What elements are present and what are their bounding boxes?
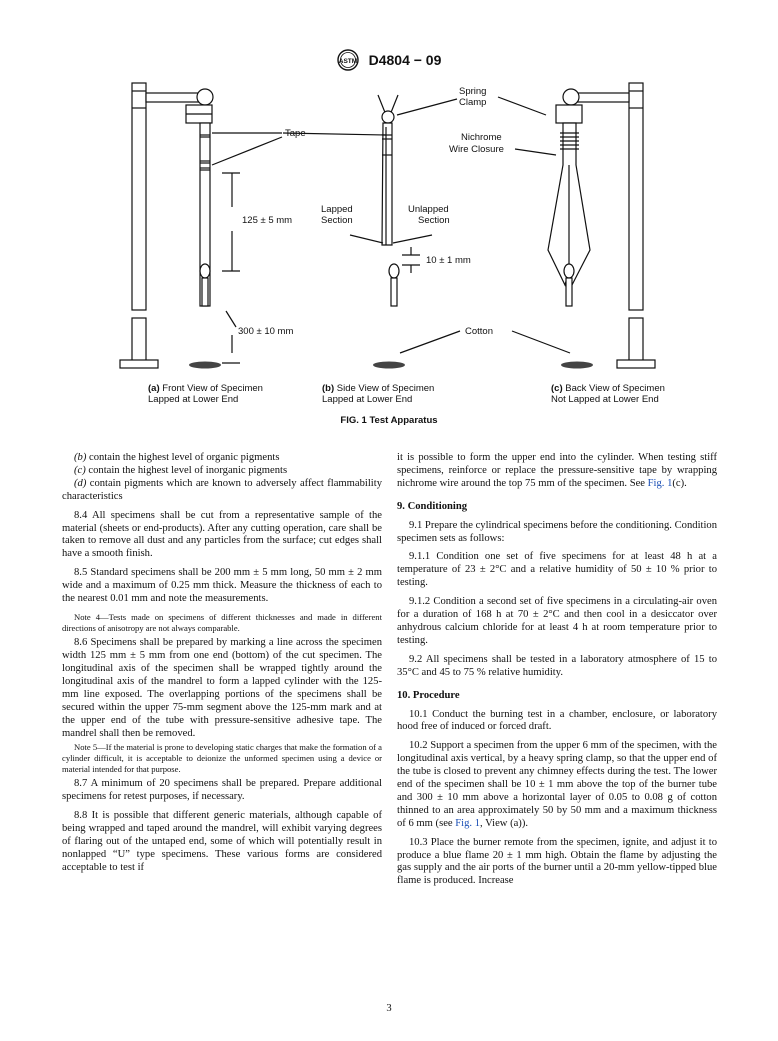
- svg-text:ASTM: ASTM: [338, 58, 357, 65]
- label-tape: Tape: [285, 128, 306, 139]
- para-9-1-2: 9.1.2 Condition a second set of five specimens in a circulating-air oven for a duration of 168 h at 70 ± 2°C and then cool in a desiccator over anhydrous calcium chloride for at least 4 h at room temperature prior to testing.: [397, 596, 717, 646]
- right-column: [397, 452, 717, 894]
- caption-b: (b) Side View of Specimen Lapped at Lower End: [322, 383, 435, 405]
- label-lapped: Lapped: [321, 204, 353, 215]
- note-5: Note 5—If the material is prone to developing static charges that make the formation of a cylinder difficult, it is acceptable to deionize the unformed specimen using a device or material intended for that purpose.: [62, 742, 382, 774]
- label-dim-125: 125 ± 5 mm: [242, 215, 293, 226]
- label-wire-closure: Wire Closure: [449, 144, 504, 155]
- para-8-7: 8.7 A minimum of 20 specimens shall be prepared. Prepare additional specimens for retest purposes, if necessary.: [62, 778, 382, 803]
- astm-logo-icon: [337, 49, 359, 71]
- note-4: Note 4—Tests made on specimens of different thicknesses and made in different directions of anisotropy are not always comparable.: [62, 611, 382, 633]
- label-dim-300: 300 ± 10 mm: [238, 326, 294, 337]
- para-9-1-1: 9.1.1 Condition one set of five specimens for at least 48 h at a temperature of 23 ± 2°C and a relative humidity of 50 ± 10 % prior to testing.: [397, 551, 717, 589]
- test-apparatus-figure: [0, 75, 778, 375]
- label-dim-10: 10 ± 1 mm: [426, 255, 471, 266]
- list-item-c: (c) contain the highest level of inorganic pigments: [74, 464, 288, 476]
- para-9-1: 9.1 Prepare the cylindrical specimens before the conditioning. Condition specimen sets as follows:: [397, 519, 717, 544]
- para-10-2: 10.2 Support a specimen from the upper 6 mm of the specimen, with the longitudinal axis vertical, by a heavy spring clamp, so that the upper end of the tube is closed to prevent any chimney effects during the test. The lower end of the specimen shall be 10 ± 1 mm above the top of the burner tube and 300 ± 10 mm above a horizontal layer of 0.05 to 0.08 g of cotton thinned to an area approximately 50 by 50 mm and a maximum thickness of 6 mm (see Fig. 1, View (a)).: [397, 740, 717, 829]
- list-item-d: (d) contain pigments which are known to adversely affect flammability characteristics: [62, 477, 382, 502]
- designation: D4804 − 09: [368, 52, 442, 68]
- caption-c: (c) Back View of Specimen Not Lapped at Lower End: [551, 383, 665, 405]
- fig1-link-2[interactable]: Fig. 1: [455, 817, 480, 829]
- label-cotton: Cotton: [465, 326, 493, 337]
- para-8-4: 8.4 All specimens shall be cut from a representative sample of the material (sheets or end-products). After any cutting operation, care shall be taken to remove all dust and any particles from the surface; cut edges shall have a smooth finish.: [62, 509, 382, 560]
- page-number: 3: [386, 1003, 392, 1014]
- list-item-b: (b) contain the highest level of organic pigments: [74, 452, 280, 463]
- para-8-5: 8.5 Standard specimens shall be 200 mm ± 5 mm long, 50 mm ± 2 mm wide and a maximum of 0.25 mm thick. Measure the thickness of each to the nearest 0.01 mm and note the measurements.: [62, 567, 382, 605]
- label-spring: Spring: [459, 86, 487, 97]
- label-lapped-section: Section: [321, 215, 353, 226]
- figure-title: FIG. 1 Test Apparatus: [340, 415, 438, 426]
- fig1-link[interactable]: Fig. 1: [647, 477, 673, 489]
- label-unlapped-section: Section: [418, 215, 450, 226]
- page-header: [0, 49, 778, 71]
- label-nichrome: Nichrome: [461, 132, 502, 143]
- left-column: [62, 452, 382, 881]
- label-clamp: Clamp: [459, 97, 487, 108]
- para-10-3: 10.3 Place the burner remote from the specimen, ignite, and adjust it to produce a blue flame 20 ± 1 mm high. Obtain the flame by adjusting the gas supply and the air ports of the burner until a 20-mm yellow-tipped blue flame is produced. Increase: [397, 836, 717, 887]
- label-unlapped: Unlapped: [408, 204, 449, 215]
- para-8-8: 8.8 It is possible that different generic materials, although capable of being wrapped and taped around the mandrel, will exhibit varying degrees of flaring out of the untaped end, some of which will potentially result in nonlapped “U” type specimens. These various forms are considered acceptable to test if: [62, 810, 382, 873]
- caption-a: (a) Front View of Specimen Lapped at Lower End: [148, 383, 263, 405]
- para-8-8-cont: it is possible to form the upper end into the cylinder. When testing stiff specimens, reinforce or replace the pressure-sensitive tape by wrapping nichrome wire around the top 75 mm of the specimen. See Fig. 1(c).: [397, 452, 717, 489]
- para-10-1: 10.1 Conduct the burning test in a chamber, enclosure, or laboratory hood free of induced or forced draft.: [397, 708, 717, 733]
- para-9-2: 9.2 All specimens shall be tested in a laboratory atmosphere of 15 to 35°C and 45 to 75 % relative humidity.: [397, 653, 717, 678]
- heading-procedure: 10. Procedure: [397, 689, 460, 701]
- para-8-6: 8.6 Specimens shall be prepared by marking a line across the specimen width 125 mm ± 5 mm from one end (bottom) of the cut specimen. The longitudinal axis of the specimen shall be wrapped tightly around the longitudinal axis of the mandrel to form a lapped cylinder with the 125-mm line exposed. The overlapping portions of the specimens shall be secured within the upper 75-mm segment above the 125-mm mark and at the upper end of the tube with pressure-sensitive adhesive tape. The mandrel shall then be removed.: [62, 637, 382, 739]
- heading-conditioning: 9. Conditioning: [397, 500, 468, 512]
